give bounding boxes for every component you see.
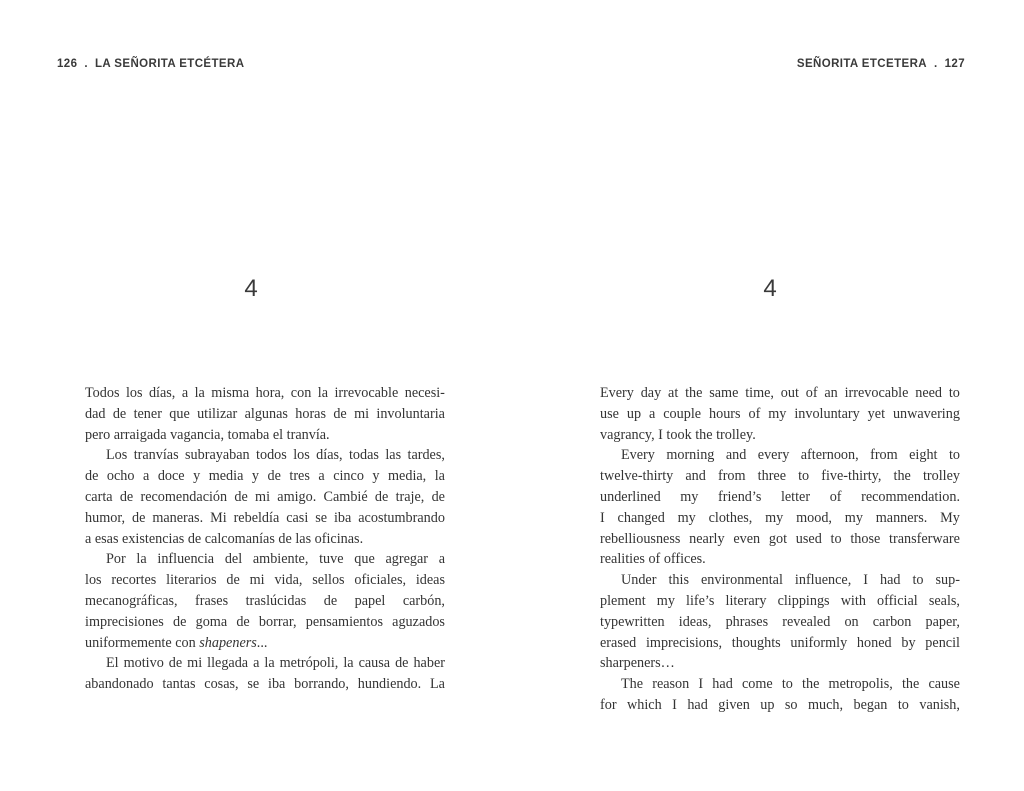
text-line: underlined my friend’s letter of recommendation. — [600, 488, 960, 505]
text-line: use up a couple hours of my involuntary yet unwavering — [600, 405, 960, 422]
text-line: El motivo de mi llegada a la metrópoli, la causa de haber — [106, 655, 445, 672]
running-header-right — [797, 58, 965, 70]
paragraph — [85, 383, 445, 445]
chapter-number-right: 4 — [763, 275, 777, 302]
text-line: vagrancy, I took the trolley. — [600, 426, 756, 443]
page-number-right: 127 — [944, 58, 965, 70]
body-text-left — [85, 383, 445, 695]
text-line: twelve-thirty and from three to five-thirty, the trolley — [600, 468, 960, 485]
text-line: de ocho a doce y media y de tres a cinco y media, la — [85, 468, 445, 485]
text-line: abandonado tantas cosas, se iba borrando, hundiendo. La — [85, 676, 445, 693]
text-line: The reason I had come to the metropolis, the cause — [621, 676, 960, 693]
text-line: carta de recomendación de mi amigo. Cambié de traje, de — [85, 488, 445, 505]
text-line: Los tranvías subrayaban todos los días, todas las tardes, — [106, 447, 445, 464]
text-line: plement my life’s literary clippings with official seals, — [600, 592, 960, 609]
text-line: mecanográficas, frases traslúcidas de papel carbón, — [85, 592, 445, 609]
text-line: humor, de maneras. Mi rebeldía casi se iba acostumbrando — [85, 509, 445, 526]
text-line: dad de tener que utilizar algunas horas de mi involuntaria — [85, 405, 445, 422]
running-header-left — [57, 58, 244, 70]
chapter-number-left: 4 — [244, 275, 258, 302]
body-text-right — [600, 383, 960, 716]
header-separator-right: . — [934, 58, 938, 70]
text-line: realities of offices. — [600, 551, 706, 568]
text-line: uniformemente con shapeners... — [85, 634, 268, 651]
text-line: typewritten ideas, phrases revealed on carbon paper, — [600, 613, 960, 630]
running-title-right: SEÑORITA ETCETERA — [796, 58, 927, 70]
text-line: a esas existencias de calcomanías de las oficinas. — [85, 530, 364, 547]
text-line: rebelliousness nearly even got used to those transferware — [600, 530, 960, 547]
paragraph — [600, 383, 960, 445]
text-line: Todos los días, a la misma hora, con la irrevocable necesi- — [85, 385, 445, 401]
text-line: pero arraigada vagancia, tomaba el tranvía. — [85, 426, 330, 443]
text-line: Under this environmental influence, I had to sup- — [621, 572, 960, 589]
paragraph — [85, 653, 445, 695]
paragraph — [85, 549, 445, 653]
running-title-left: LA SEÑORITA ETCÉTERA — [95, 58, 245, 70]
text-line: sharpeners… — [600, 655, 675, 672]
text-line: los recortes literarios de mi vida, sellos oficiales, ideas — [85, 572, 445, 589]
text-line: imprecisiones de goma de borrar, pensamientos aguzados — [85, 613, 445, 630]
paragraph — [600, 674, 960, 716]
page-number-left: 126 — [57, 58, 78, 70]
header-separator-left: . — [84, 58, 88, 70]
paragraph — [85, 445, 445, 549]
paragraph — [600, 445, 960, 570]
text-line: I changed my clothes, my mood, my manners. My — [600, 509, 960, 526]
text-line: erased imprecisions, thoughts uniformly honed by pencil — [600, 634, 960, 651]
text-line: for which I had given up so much, began to vanish, — [600, 696, 960, 713]
paragraph — [600, 570, 960, 674]
page-right — [512, 0, 1024, 791]
text-line: Every morning and every afternoon, from eight to — [621, 447, 960, 464]
text-line: Every day at the same time, out of an irrevocable need to — [600, 385, 960, 401]
text-line: Por la influencia del ambiente, tuve que agregar a — [106, 551, 445, 568]
